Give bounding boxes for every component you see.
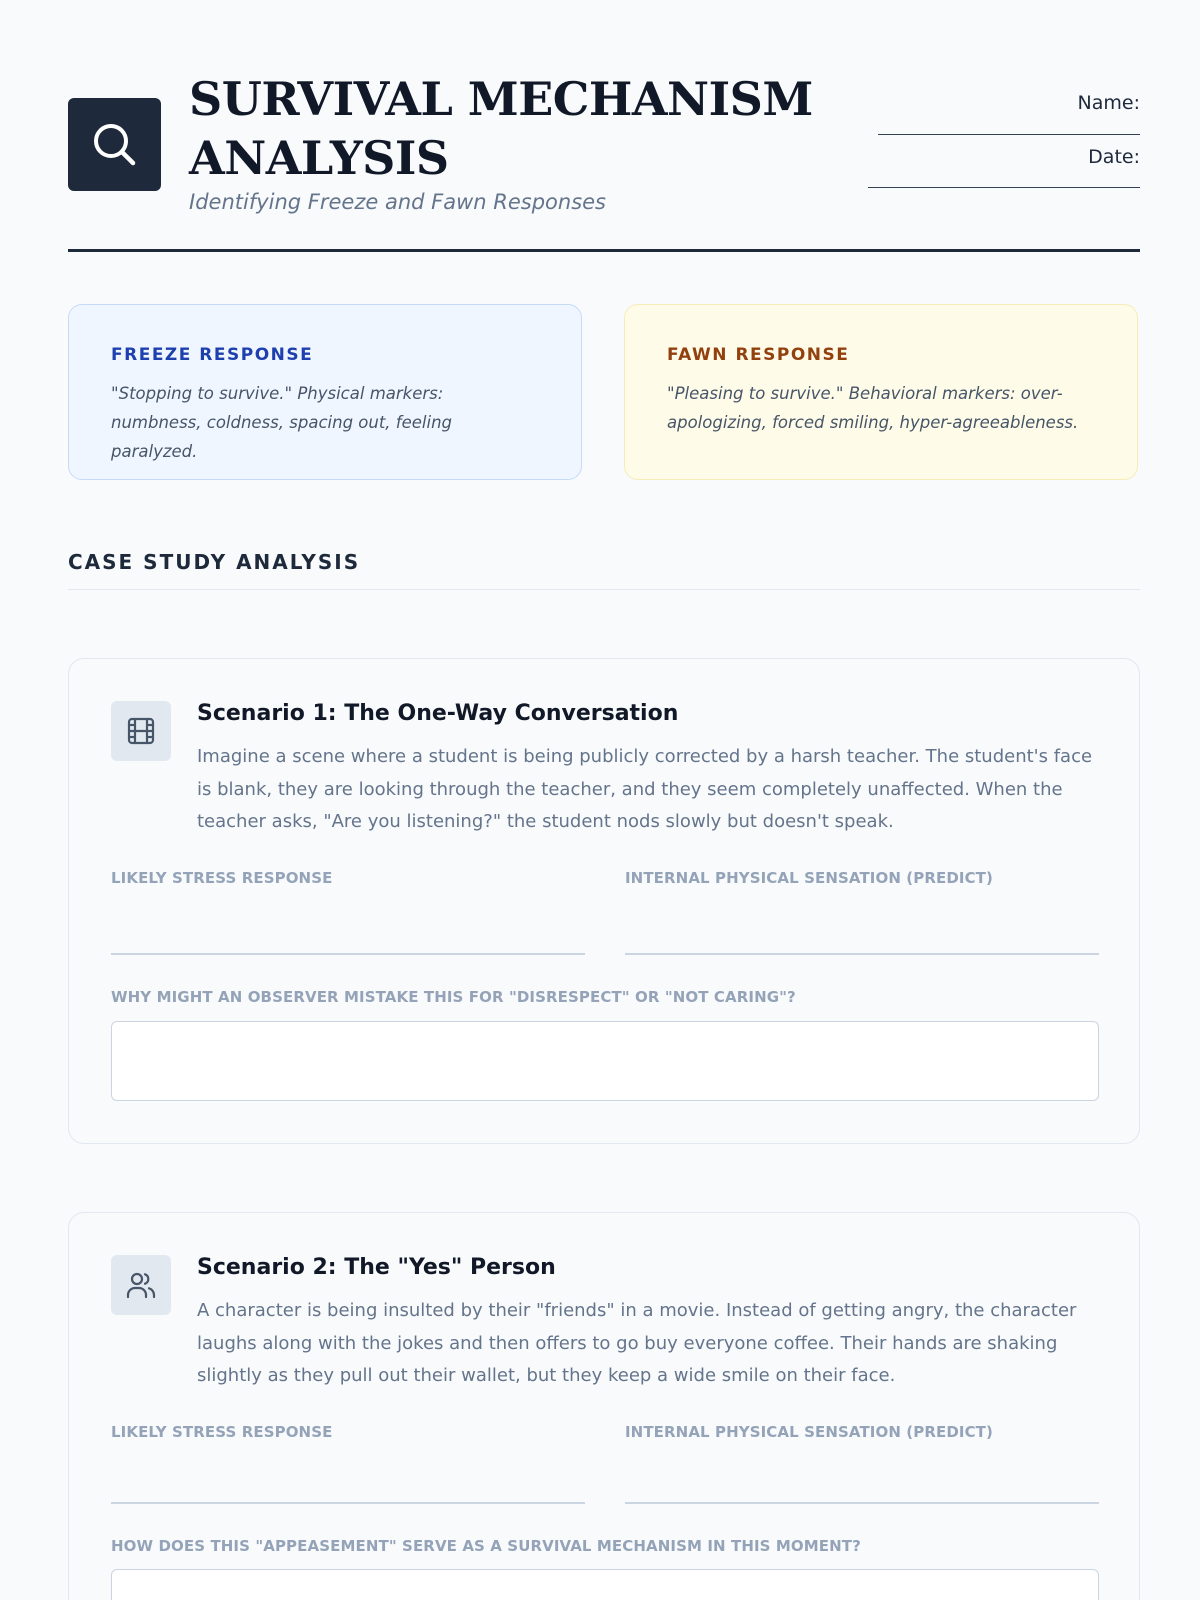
fawn-text: "Pleasing to survive." Behavioral markers: over-apologizing, forced smiling, hyper-agreeableness. xyxy=(667,384,1079,432)
date-label: Date: xyxy=(1088,146,1140,168)
physical-sensation-label: INTERNAL PHYSICAL SENSATION (PREDICT) xyxy=(625,1423,993,1441)
stress-response-field[interactable] xyxy=(111,1502,585,1504)
question-label: HOW DOES THIS "APPEASEMENT" SERVE AS A SURVIVAL MECHANISM IN THIS MOMENT? xyxy=(111,1537,861,1555)
section-title: CASE STUDY ANALYSIS xyxy=(68,550,1140,590)
worksheet-page xyxy=(68,0,1140,1600)
film-icon xyxy=(111,701,171,761)
physical-sensation-label: INTERNAL PHYSICAL SENSATION (PREDICT) xyxy=(625,869,993,887)
page-subtitle: Identifying Freeze and Fawn Responses xyxy=(189,190,606,214)
physical-sensation-field[interactable] xyxy=(625,953,1099,955)
worksheet-header xyxy=(68,0,1140,252)
scenario-card xyxy=(68,658,1140,1144)
stress-response-label: LIKELY STRESS RESPONSE xyxy=(111,1423,333,1441)
fawn-definition-card xyxy=(624,304,1138,480)
date-row xyxy=(840,144,1140,198)
scenario-text: Imagine a scene where a student is being publicly corrected by a harsh teacher. The student's face is blank, they are looking through the teacher, and they seem completely unaffected. When the teacher asks, "Are you listening?" the student nods slowly but doesn't speak. xyxy=(197,746,1093,832)
question-answer-box[interactable] xyxy=(111,1569,1099,1600)
question-answer-box[interactable] xyxy=(111,1021,1099,1101)
search-icon xyxy=(68,98,161,191)
name-label: Name: xyxy=(1077,92,1140,114)
student-info xyxy=(840,90,1140,198)
scenario-title: Scenario 2: The "Yes" Person xyxy=(197,1255,556,1280)
page-title: SURVIVAL MECHANISM ANALYSIS xyxy=(189,72,813,185)
stress-response-label: LIKELY STRESS RESPONSE xyxy=(111,869,333,887)
name-row xyxy=(840,90,1140,144)
scenario-title: Scenario 1: The One-Way Conversation xyxy=(197,701,679,726)
freeze-title: FREEZE RESPONSE xyxy=(111,345,314,365)
physical-sensation-field[interactable] xyxy=(625,1502,1099,1504)
question-label: WHY MIGHT AN OBSERVER MISTAKE THIS FOR "DISRESPECT" OR "NOT CARING"? xyxy=(111,988,796,1006)
scenario-text: A character is being insulted by their "friends" in a movie. Instead of getting angry, the character laughs along with the jokes and then offers to go buy everyone coffee. Their hands are shaking slightly as they pull out their wallet, but they keep a wide smile on their face. xyxy=(197,1300,1077,1386)
name-field[interactable] xyxy=(878,134,1140,135)
users-icon xyxy=(111,1255,171,1315)
freeze-text: "Stopping to survive." Physical markers: numbness, coldness, spacing out, feeling paralyzed. xyxy=(111,384,453,461)
freeze-definition-card xyxy=(68,304,582,480)
date-field[interactable] xyxy=(868,187,1140,188)
stress-response-field[interactable] xyxy=(111,953,585,955)
scenario-card xyxy=(68,1212,1140,1600)
fawn-title: FAWN RESPONSE xyxy=(667,345,850,365)
